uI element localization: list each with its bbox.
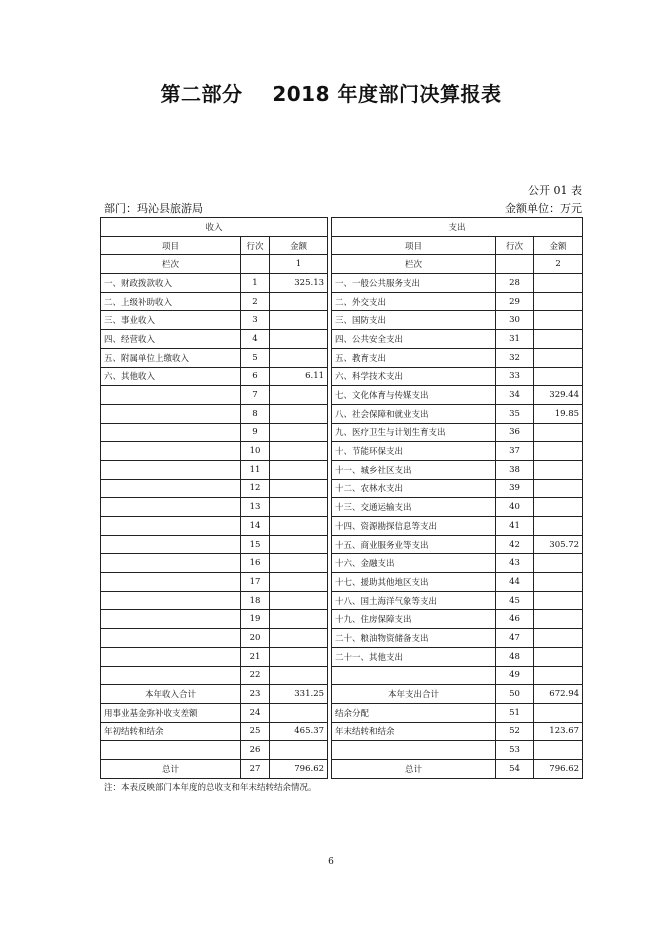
income-row-no-cell: 24 xyxy=(241,703,270,722)
expense-item-cell: 十一、城乡社区支出 xyxy=(332,460,496,479)
income-row-no-cell: 18 xyxy=(241,591,270,610)
expense-amount-cell xyxy=(534,367,583,386)
expense-amount-cell xyxy=(534,274,583,293)
income-row-no-cell: 11 xyxy=(241,460,270,479)
income-amount-cell xyxy=(270,647,328,666)
expense-amount-cell: 123.67 xyxy=(534,722,583,741)
income-row-no-cell: 23 xyxy=(241,685,270,704)
income-row-no-cell: 13 xyxy=(241,498,270,517)
income-item-cell: 总计 xyxy=(101,759,241,778)
expense-amount-cell: 672.94 xyxy=(534,685,583,704)
expense-row-no-cell: 54 xyxy=(496,759,534,778)
expense-item-header: 项目 xyxy=(332,236,496,255)
form-number: 公开 01 表 xyxy=(528,184,582,197)
table-row xyxy=(101,647,583,666)
table-row xyxy=(101,274,583,293)
expense-amount-cell xyxy=(534,292,583,311)
expense-amount-cell xyxy=(534,591,583,610)
expense-item-cell: 八、社会保障和就业支出 xyxy=(332,404,496,423)
income-row-no-cell: 3 xyxy=(241,311,270,330)
expense-row-no-cell: 51 xyxy=(496,703,534,722)
expense-amount-cell xyxy=(534,703,583,722)
expense-column-number: 2 xyxy=(534,255,583,274)
income-amount-cell xyxy=(270,517,328,536)
income-amount-cell xyxy=(270,348,328,367)
income-row-no-cell: 12 xyxy=(241,479,270,498)
table-row xyxy=(101,460,583,479)
table-row xyxy=(101,535,583,554)
expense-row-no-cell: 30 xyxy=(496,311,534,330)
income-item-cell xyxy=(101,460,241,479)
table-row xyxy=(101,741,583,760)
income-row-no-cell: 9 xyxy=(241,423,270,442)
income-item-cell xyxy=(101,573,241,592)
table-row xyxy=(101,666,583,685)
income-row-no-cell: 14 xyxy=(241,517,270,536)
expense-row-no-cell: 36 xyxy=(496,423,534,442)
expense-item-cell: 本年支出合计 xyxy=(332,685,496,704)
income-amount-cell xyxy=(270,423,328,442)
expense-item-cell: 十九、住房保障支出 xyxy=(332,610,496,629)
table-row xyxy=(101,554,583,573)
income-row-no-cell: 22 xyxy=(241,666,270,685)
expense-item-cell: 十八、国土海洋气象等支出 xyxy=(332,591,496,610)
expense-amount-cell: 305.72 xyxy=(534,535,583,554)
expense-amount-cell xyxy=(534,442,583,461)
table-column-header-row xyxy=(101,236,583,255)
income-item-cell xyxy=(101,442,241,461)
expense-row-no-header: 行次 xyxy=(496,236,534,255)
expense-row-no-cell: 35 xyxy=(496,404,534,423)
table-row xyxy=(101,517,583,536)
expense-amount-header: 金额 xyxy=(534,236,583,255)
expense-amount-cell xyxy=(534,330,583,349)
table-row xyxy=(101,311,583,330)
expense-row-no-cell: 28 xyxy=(496,274,534,293)
expense-row-no-cell: 31 xyxy=(496,330,534,349)
expense-amount-cell xyxy=(534,647,583,666)
expense-amount-cell: 19.85 xyxy=(534,404,583,423)
expense-item-cell: 三、国防支出 xyxy=(332,311,496,330)
table-row xyxy=(101,442,583,461)
table-row xyxy=(101,292,583,311)
expense-row-no-cell: 44 xyxy=(496,573,534,592)
income-row-no-cell: 21 xyxy=(241,647,270,666)
expense-item-cell: 十三、交通运输支出 xyxy=(332,498,496,517)
expense-amount-cell: 329.44 xyxy=(534,386,583,405)
expense-item-cell: 年末结转和结余 xyxy=(332,722,496,741)
income-amount-cell xyxy=(270,573,328,592)
income-amount-cell xyxy=(270,460,328,479)
department-label: 部门：玛沁县旅游局 xyxy=(104,202,203,215)
income-amount-cell xyxy=(270,386,328,405)
expense-amount-cell: 796.62 xyxy=(534,759,583,778)
income-row-no-cell: 4 xyxy=(241,330,270,349)
income-item-cell xyxy=(101,404,241,423)
income-amount-cell xyxy=(270,591,328,610)
page-number: 6 xyxy=(328,857,334,867)
expense-item-cell: 二十一、其他支出 xyxy=(332,647,496,666)
expense-item-cell: 一、一般公共服务支出 xyxy=(332,274,496,293)
income-item-cell xyxy=(101,554,241,573)
income-row-no-cell: 27 xyxy=(241,759,270,778)
expense-amount-cell xyxy=(534,741,583,760)
income-amount-cell xyxy=(270,703,328,722)
table-row xyxy=(101,348,583,367)
expense-item-cell: 十七、援助其他地区支出 xyxy=(332,573,496,592)
expense-column-label: 栏次 xyxy=(332,255,496,274)
report-title: 第二部分 2018 年度部门决算报表 xyxy=(160,82,502,106)
income-amount-cell xyxy=(270,629,328,648)
expense-row-no-cell: 49 xyxy=(496,666,534,685)
income-item-cell xyxy=(101,629,241,648)
expense-item-cell xyxy=(332,741,496,760)
income-item-cell: 本年收入合计 xyxy=(101,685,241,704)
income-amount-cell: 796.62 xyxy=(270,759,328,778)
expense-row-no-cell: 33 xyxy=(496,367,534,386)
table-row xyxy=(101,479,583,498)
expense-item-cell: 六、科学技术支出 xyxy=(332,367,496,386)
expense-amount-cell xyxy=(534,311,583,330)
income-row-no-cell: 17 xyxy=(241,573,270,592)
expense-row-no-cell: 46 xyxy=(496,610,534,629)
income-item-cell xyxy=(101,479,241,498)
income-item-cell xyxy=(101,741,241,760)
expense-amount-cell xyxy=(534,666,583,685)
income-item-cell: 六、其他收入 xyxy=(101,367,241,386)
amount-unit-label: 金额单位：万元 xyxy=(505,202,582,215)
expense-amount-cell xyxy=(534,479,583,498)
expense-amount-cell xyxy=(534,423,583,442)
income-row-no-cell: 16 xyxy=(241,554,270,573)
income-row-no-cell: 8 xyxy=(241,404,270,423)
expense-item-cell: 二十、粮油物资储备支出 xyxy=(332,629,496,648)
income-item-cell: 年初结转和结余 xyxy=(101,722,241,741)
income-amount-cell xyxy=(270,330,328,349)
income-item-cell: 五、附属单位上缴收入 xyxy=(101,348,241,367)
expense-amount-cell xyxy=(534,554,583,573)
expense-amount-cell xyxy=(534,629,583,648)
table-column-number-row xyxy=(101,255,583,274)
income-item-cell xyxy=(101,535,241,554)
expense-row-no-cell: 52 xyxy=(496,722,534,741)
income-item-cell xyxy=(101,423,241,442)
income-row-no-cell: 19 xyxy=(241,610,270,629)
income-amount-cell xyxy=(270,610,328,629)
table-row xyxy=(101,685,583,704)
income-item-cell: 四、经营收入 xyxy=(101,330,241,349)
expense-row-no-cell: 41 xyxy=(496,517,534,536)
income-row-no-cell: 7 xyxy=(241,386,270,405)
income-item-header: 项目 xyxy=(101,236,241,255)
expense-item-cell: 九、医疗卫生与计划生育支出 xyxy=(332,423,496,442)
income-row-no-cell: 25 xyxy=(241,722,270,741)
income-column-label: 栏次 xyxy=(101,255,241,274)
income-row-no-cell: 2 xyxy=(241,292,270,311)
income-amount-cell xyxy=(270,498,328,517)
expense-row-no-cell: 38 xyxy=(496,460,534,479)
expense-row-no-cell: 29 xyxy=(496,292,534,311)
table-row xyxy=(101,703,583,722)
table-row xyxy=(101,386,583,405)
table-row xyxy=(101,591,583,610)
income-item-cell: 二、上级补助收入 xyxy=(101,292,241,311)
income-row-no-cell: 20 xyxy=(241,629,270,648)
expense-item-cell: 十、节能环保支出 xyxy=(332,442,496,461)
income-amount-cell xyxy=(270,535,328,554)
table-row xyxy=(101,610,583,629)
income-amount-header: 金额 xyxy=(270,236,328,255)
income-amount-cell: 6.11 xyxy=(270,367,328,386)
expense-item-cell xyxy=(332,666,496,685)
expense-amount-cell xyxy=(534,610,583,629)
expense-row-no-cell: 47 xyxy=(496,629,534,648)
income-item-cell xyxy=(101,647,241,666)
income-amount-cell xyxy=(270,741,328,760)
income-amount-cell: 465.37 xyxy=(270,722,328,741)
expense-item-cell: 总计 xyxy=(332,759,496,778)
table-row xyxy=(101,367,583,386)
income-item-cell xyxy=(101,666,241,685)
table-row xyxy=(101,759,583,778)
income-row-no-cell: 10 xyxy=(241,442,270,461)
expense-item-cell: 十二、农林水支出 xyxy=(332,479,496,498)
expense-amount-cell xyxy=(534,460,583,479)
expense-item-cell: 二、外交支出 xyxy=(332,292,496,311)
table-row xyxy=(101,404,583,423)
table-row xyxy=(101,498,583,517)
expense-row-no-cell: 43 xyxy=(496,554,534,573)
expense-row-no-cell: 37 xyxy=(496,442,534,461)
income-item-cell: 三、事业收入 xyxy=(101,311,241,330)
expense-row-no-cell: 48 xyxy=(496,647,534,666)
expense-row-no-cell: 45 xyxy=(496,591,534,610)
expense-item-cell: 七、文化体育与传媒支出 xyxy=(332,386,496,405)
income-amount-cell xyxy=(270,666,328,685)
income-section-header: 收入 xyxy=(101,218,328,237)
income-row-no-cell: 26 xyxy=(241,741,270,760)
expense-item-cell: 五、教育支出 xyxy=(332,348,496,367)
expense-item-cell: 十六、金融支出 xyxy=(332,554,496,573)
table-row xyxy=(101,629,583,648)
table-footnote: 注：本表反映部门本年度的总收支和年末结转结余情况。 xyxy=(104,783,317,793)
income-amount-cell xyxy=(270,479,328,498)
expense-item-cell: 四、公共安全支出 xyxy=(332,330,496,349)
expense-amount-cell xyxy=(534,573,583,592)
income-item-cell xyxy=(101,610,241,629)
income-amount-cell xyxy=(270,442,328,461)
income-row-no-cell: 15 xyxy=(241,535,270,554)
expense-amount-cell xyxy=(534,348,583,367)
expense-section-header: 支出 xyxy=(332,218,583,237)
income-expense-table xyxy=(100,217,583,779)
income-item-cell xyxy=(101,517,241,536)
income-item-cell: 用事业基金弥补收支差额 xyxy=(101,703,241,722)
income-amount-cell xyxy=(270,404,328,423)
table-row xyxy=(101,722,583,741)
income-amount-cell xyxy=(270,311,328,330)
expense-item-cell: 十四、资源勘探信息等支出 xyxy=(332,517,496,536)
income-item-cell xyxy=(101,591,241,610)
expense-row-no-cell: 34 xyxy=(496,386,534,405)
income-amount-cell: 331.25 xyxy=(270,685,328,704)
table-row xyxy=(101,423,583,442)
expense-row-no-cell: 42 xyxy=(496,535,534,554)
table-row xyxy=(101,573,583,592)
expense-row-no-cell: 50 xyxy=(496,685,534,704)
income-row-no-cell: 5 xyxy=(241,348,270,367)
income-row-no-header: 行次 xyxy=(241,236,270,255)
income-amount-cell: 325.13 xyxy=(270,274,328,293)
income-item-cell: 一、财政拨款收入 xyxy=(101,274,241,293)
income-amount-cell xyxy=(270,292,328,311)
expense-amount-cell xyxy=(534,498,583,517)
expense-row-no-cell: 40 xyxy=(496,498,534,517)
expense-row-no-cell: 32 xyxy=(496,348,534,367)
expense-item-cell: 结余分配 xyxy=(332,703,496,722)
income-item-cell xyxy=(101,386,241,405)
income-row-no-cell: 6 xyxy=(241,367,270,386)
expense-row-no-cell: 39 xyxy=(496,479,534,498)
income-amount-cell xyxy=(270,554,328,573)
expense-amount-cell xyxy=(534,517,583,536)
income-row-no-cell: 1 xyxy=(241,274,270,293)
expense-row-no-cell: 53 xyxy=(496,741,534,760)
income-item-cell xyxy=(101,498,241,517)
income-column-number: 1 xyxy=(270,255,328,274)
table-row xyxy=(101,330,583,349)
expense-item-cell: 十五、商业服务业等支出 xyxy=(332,535,496,554)
table-section-header-row xyxy=(101,218,583,237)
